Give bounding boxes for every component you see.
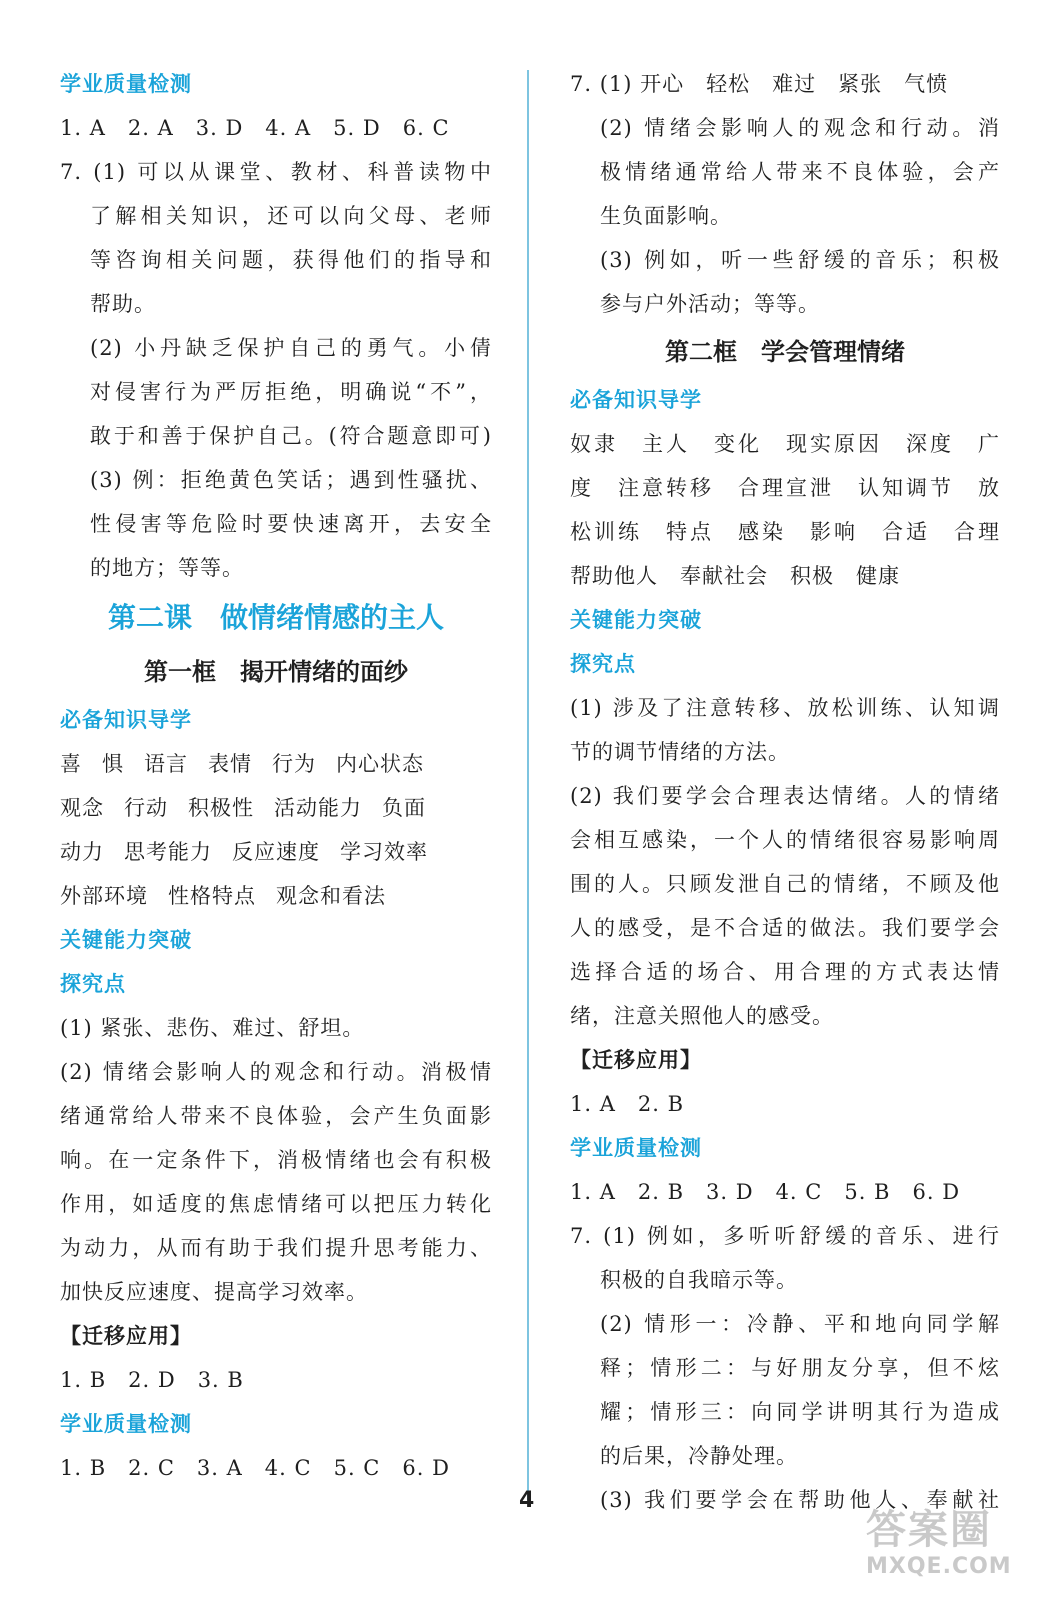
answer-line: 的地方；等等。 — [90, 556, 244, 580]
frame-title: 第一框 揭开情绪的面纱 — [144, 658, 408, 686]
answer-line: (1) 紧张、悲伤、难过、舒坦。 — [60, 1016, 365, 1040]
answer-line: (1) 涉及了注意转移、放松训练、认知调 — [570, 696, 1000, 720]
keyword-row — [60, 786, 492, 830]
answer-line: (2) 情绪会影响人的观念和行动。消极情 — [60, 1060, 492, 1084]
keyword: 反应速度 — [232, 840, 320, 864]
watermark-url: MXQE.COM — [866, 1554, 1012, 1579]
right-column — [570, 62, 1000, 1522]
answer-line: (3) 例如，听一些舒缓的音乐；积极 — [600, 248, 1000, 272]
keyword: 积极性 — [188, 796, 254, 820]
answer-line: 人的感受，是不合适的做法。我们要学会 — [570, 916, 1000, 940]
answer-line: 选择合适的场合、用合理的方式表达情 — [570, 960, 1000, 984]
answer-line: 参与户外活动；等等。 — [600, 292, 820, 316]
keyword: 外部环境 — [60, 884, 148, 908]
answer-line: 作用，如适度的焦虑情绪可以把压力转化 — [60, 1192, 492, 1216]
section-heading-quality: 学业质量检测 — [60, 72, 192, 96]
answer-line: 释；情形二：与好朋友分享，但不炫 — [600, 1356, 1000, 1380]
keyword: 行为 — [272, 752, 316, 776]
column-divider — [527, 70, 529, 1500]
keyword: 惧 — [102, 752, 124, 776]
subheading-transfer: 【迁移应用】 — [60, 1324, 192, 1348]
section-heading-knowledge: 必备知识导学 — [570, 388, 702, 412]
subheading-explore: 探究点 — [570, 652, 636, 676]
keyword: 喜 — [60, 752, 82, 776]
keyword-line: 奴隶 主人 变化 现实原因 深度 广 — [570, 432, 1000, 456]
keyword: 负面 — [382, 796, 426, 820]
answer-line: 7. (1) 可以从课堂、教材、科普读物中 — [60, 160, 492, 184]
keyword: 观念和看法 — [276, 884, 386, 908]
answer-line: 加快反应速度、提高学习效率。 — [60, 1280, 368, 1304]
left-column — [60, 62, 492, 1490]
answer-line: 1. A 2. B — [570, 1092, 685, 1116]
keyword-row — [60, 874, 492, 918]
answer-line: 极情绪通常给人带来不良体验，会产 — [600, 160, 1000, 184]
keyword-row — [60, 830, 492, 874]
section-heading-ability: 关键能力突破 — [570, 608, 702, 632]
keyword: 行动 — [124, 796, 168, 820]
page-number: 4 — [519, 1488, 535, 1513]
keyword: 语言 — [144, 752, 188, 776]
answer-line: 围的人。只顾发泄自己的情绪，不顾及他 — [570, 872, 1000, 896]
lesson-title: 第二课 做情绪情感的主人 — [107, 601, 444, 634]
watermark — [866, 1506, 1036, 1592]
answer-line: 耀；情形三：向同学讲明其行为造成 — [600, 1400, 1000, 1424]
keyword: 活动能力 — [274, 796, 362, 820]
answer-line: 会相互感染，一个人的情绪很容易影响周 — [570, 828, 1000, 852]
keyword-line: 松训练 特点 感染 影响 合适 合理 — [570, 520, 1000, 544]
answer-line: 对侵害行为严厉拒绝，明确说“不”， — [90, 380, 492, 404]
answer-line: 响。在一定条件下，消极情绪也会有积极 — [60, 1148, 492, 1172]
answer-line: 1. A 2. B 3. D 4. C 5. B 6. D — [570, 1180, 961, 1204]
keyword: 表情 — [208, 752, 252, 776]
subheading-transfer: 【迁移应用】 — [570, 1048, 702, 1072]
answer-line: 1. B 2. C 3. A 4. C 5. C 6. D — [60, 1456, 450, 1480]
answer-line: (3) 我们要学会在帮助他人、奉献社 — [600, 1488, 1000, 1512]
answer-line: 节的调节情绪的方法。 — [570, 740, 790, 764]
answer-line: 为动力，从而有助于我们提升思考能力、 — [60, 1236, 492, 1260]
section-heading-quality: 学业质量检测 — [60, 1412, 192, 1436]
answer-line: 敢于和善于保护自己。(符合题意即可) — [90, 424, 492, 448]
answer-line: 7. (1) 例如，多听听舒缓的音乐、进行 — [570, 1224, 1000, 1248]
keyword: 性格特点 — [168, 884, 256, 908]
keyword: 动力 — [60, 840, 104, 864]
answer-line: (2) 小丹缺乏保护自己的勇气。小倩 — [90, 336, 492, 360]
keyword-row — [60, 742, 492, 786]
answer-line: 绪，注意关照他人的感受。 — [570, 1004, 834, 1028]
keyword: 内心状态 — [336, 752, 424, 776]
answer-line: 性侵害等危险时要快速离开，去安全 — [90, 512, 492, 536]
answer-line: 了解相关知识，还可以向父母、老师 — [90, 204, 492, 228]
section-heading-quality: 学业质量检测 — [570, 1136, 702, 1160]
answer-line: 等咨询相关问题，获得他们的指导和 — [90, 248, 492, 272]
keyword-line: 度 注意转移 合理宣泄 认知调节 放 — [570, 476, 1000, 500]
section-heading-ability: 关键能力突破 — [60, 928, 192, 952]
answer-line: 积极的自我暗示等。 — [600, 1268, 798, 1292]
answer-line: (2) 情形一：冷静、平和地向同学解 — [600, 1312, 1000, 1336]
watermark-logo: 答案圈 — [866, 1507, 992, 1553]
keyword: 学习效率 — [340, 840, 428, 864]
answer-line: (2) 情绪会影响人的观念和行动。消 — [600, 116, 1000, 140]
keyword: 观念 — [60, 796, 104, 820]
answer-line: 7. (1) 开心 轻松 难过 紧张 气愤 — [570, 72, 949, 96]
answer-line: 1. B 2. D 3. B — [60, 1368, 244, 1392]
answer-line: 1. A 2. A 3. D 4. A 5. D 6. C — [60, 116, 450, 140]
answer-line: (2) 我们要学会合理表达情绪。人的情绪 — [570, 784, 1000, 808]
keyword-line: 帮助他人 奉献社会 积极 健康 — [570, 564, 900, 588]
subheading-explore: 探究点 — [60, 972, 126, 996]
answer-line: (3) 例：拒绝黄色笑话；遇到性骚扰、 — [90, 468, 492, 492]
answer-line: 帮助。 — [90, 292, 156, 316]
answer-line: 的后果，冷静处理。 — [600, 1444, 798, 1468]
answer-line: 绪通常给人带来不良体验，会产生负面影 — [60, 1104, 492, 1128]
section-heading-knowledge: 必备知识导学 — [60, 708, 192, 732]
answer-line: 生负面影响。 — [600, 204, 732, 228]
keyword: 思考能力 — [124, 840, 212, 864]
frame-title: 第二框 学会管理情绪 — [665, 338, 905, 366]
